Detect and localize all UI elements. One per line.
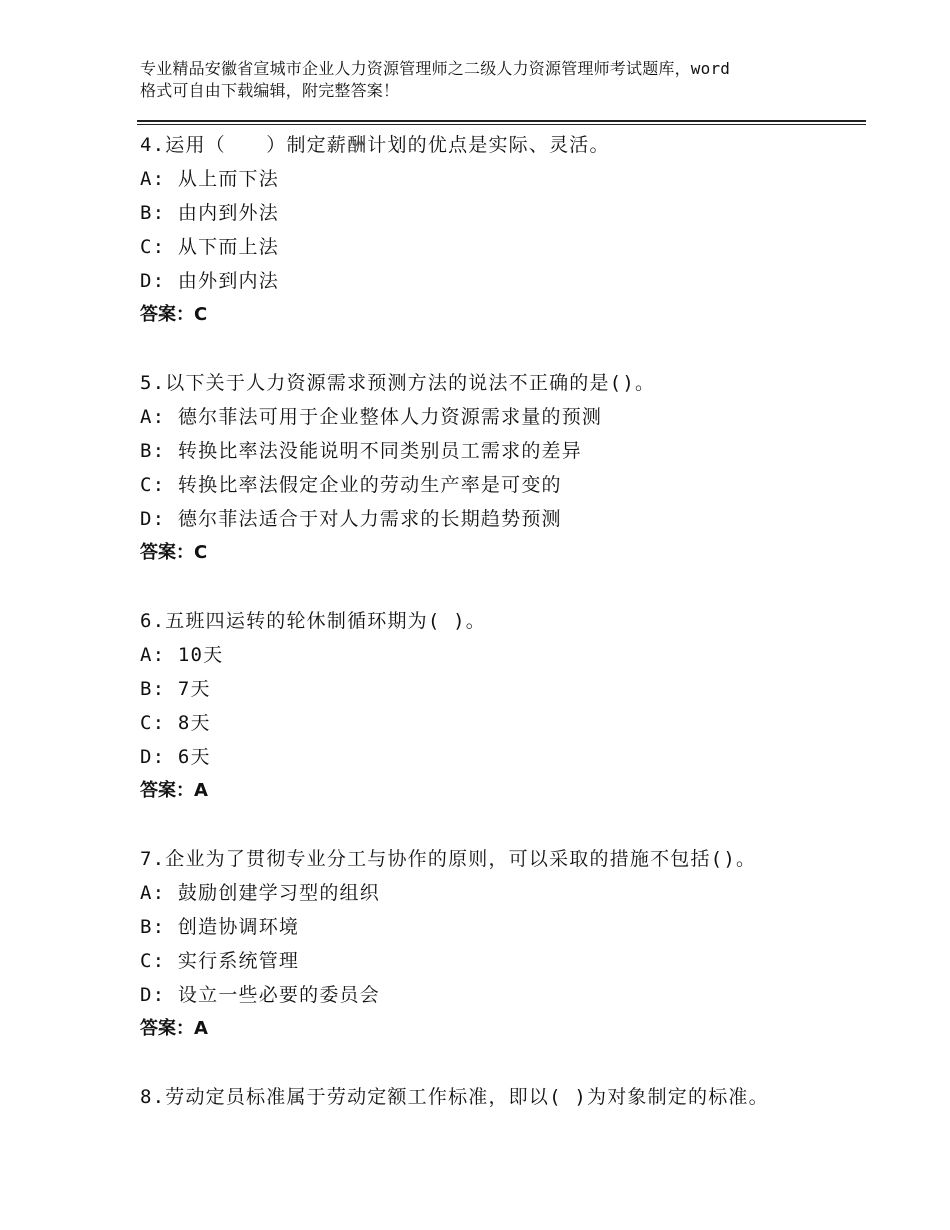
- question-gap: [140, 808, 860, 842]
- question-5: [140, 366, 860, 604]
- option-b: B: 转换比率法没能说明不同类别员工需求的差异: [140, 440, 582, 462]
- option-b: B: 创造协调环境: [140, 916, 300, 938]
- question-stem: 6.五班四运转的轮休制循环期为( )。: [140, 610, 486, 632]
- option-a: A: 鼓励创建学习型的组织: [140, 882, 380, 904]
- question-stem: 7.企业为了贯彻专业分工与协作的原则，可以采取的措施不包括()。: [140, 848, 757, 870]
- option-d: D: 德尔菲法适合于对人力需求的长期趋势预测: [140, 508, 562, 530]
- question-gap: [140, 1046, 860, 1080]
- answer-label: 答案：C: [140, 542, 208, 563]
- answer-label: 答案：A: [140, 780, 208, 801]
- option-d: D: 由外到内法: [140, 270, 279, 292]
- question-6: [140, 604, 860, 842]
- option-c: C: 转换比率法假定企业的劳动生产率是可变的: [140, 474, 562, 496]
- question-7: [140, 842, 860, 1080]
- question-stem: 5.以下关于人力资源需求预测方法的说法不正确的是()。: [140, 372, 656, 394]
- header-line-1: 专业精品安徽省宣城市企业人力资源管理师之二级人力资源管理师考试题库，word: [140, 59, 731, 78]
- header-divider-thick: [137, 120, 866, 122]
- answer-label: 答案：A: [140, 1018, 208, 1039]
- question-list: [140, 128, 860, 1114]
- question-4: [140, 128, 860, 366]
- question-8: [140, 1080, 860, 1114]
- question-stem: 8.劳动定员标准属于劳动定额工作标准，即以( )为对象制定的标准。: [140, 1086, 769, 1108]
- option-b: B: 7天: [140, 678, 211, 700]
- option-c: C: 8天: [140, 712, 211, 734]
- option-d: D: 设立一些必要的委员会: [140, 984, 380, 1006]
- question-stem: 4.运用（ ）制定薪酬计划的优点是实际、灵活。: [140, 134, 610, 156]
- option-a: A: 德尔菲法可用于企业整体人力资源需求量的预测: [140, 406, 603, 428]
- header-divider-thin: [137, 124, 866, 125]
- option-b: B: 由内到外法: [140, 202, 279, 224]
- option-a: A: 10天: [140, 644, 224, 666]
- answer-label: 答案：C: [140, 304, 208, 325]
- option-a: A: 从上而下法: [140, 168, 279, 190]
- option-c: C: 实行系统管理: [140, 950, 300, 972]
- option-d: D: 6天: [140, 746, 211, 768]
- question-gap: [140, 570, 860, 604]
- question-gap: [140, 332, 860, 366]
- option-c: C: 从下而上法: [140, 236, 279, 258]
- document-header: [140, 58, 840, 102]
- header-line-2: 格式可自由下载编辑，附完整答案！: [140, 81, 400, 100]
